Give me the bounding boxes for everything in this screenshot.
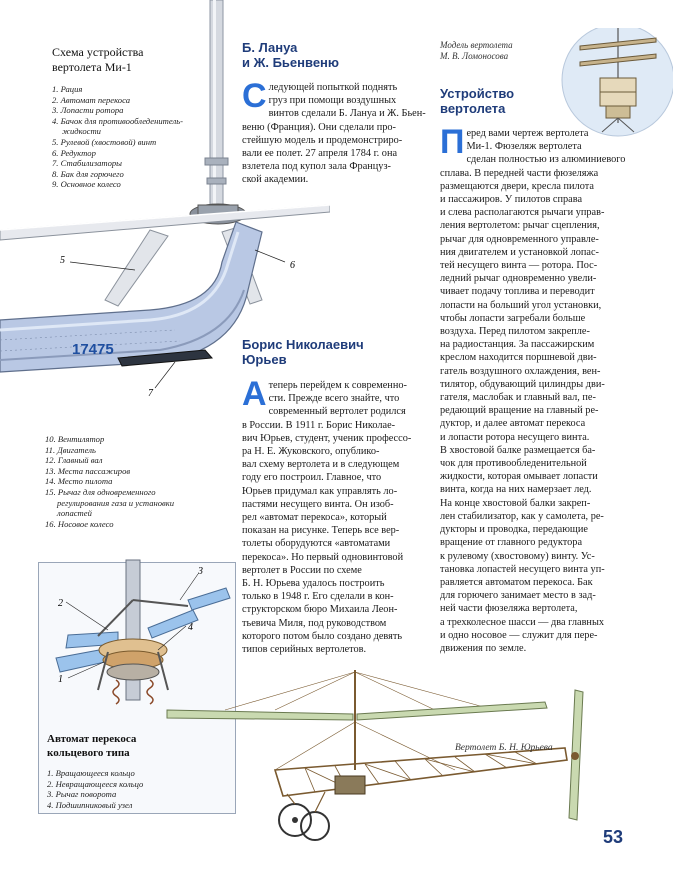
- legend-item: 14. Место пилота: [45, 476, 113, 487]
- legend-item: 2. Автомат перекоса: [52, 94, 130, 105]
- section-heading: Б. Лануа и Ж. Бьенвеню: [242, 40, 339, 70]
- legend-list: [52, 84, 222, 190]
- legend-item: 7. Стабилизаторы: [52, 158, 122, 169]
- legend-item: 13. Места пассажиров: [45, 465, 131, 476]
- dropcap: А: [242, 375, 267, 413]
- yuryev-helicopter-caption: Вертолет Б. Н. Юрьева: [455, 743, 553, 753]
- legend-title: Схема устройства вертолета Ми-1: [52, 45, 144, 74]
- page-number: 53: [603, 827, 624, 847]
- legend-item: 3. Рычаг поворота: [47, 789, 117, 800]
- legend-item: 4. Подшипниковый узел: [47, 799, 133, 810]
- legend-item: 15. Рычаг для одновременного: [45, 486, 156, 497]
- callout-6: 6: [290, 260, 295, 271]
- legend-item: 8. Бак для горючего: [52, 168, 124, 179]
- legend-item: 1. Вращающееся кольцо: [47, 768, 135, 778]
- section-device: [440, 86, 630, 655]
- legend-item: 5. Рулевой (хвостовой) винт: [52, 136, 157, 147]
- mi1-legend-top: [52, 45, 222, 190]
- legend-item: 4. Бачок для противообледенитель-: [52, 115, 183, 126]
- legend-item: лопастей: [57, 508, 92, 519]
- legend-item: жидкости: [62, 126, 101, 137]
- legend-item: 16. Носовое колесо: [45, 518, 114, 529]
- callout-7: 7: [148, 388, 153, 399]
- swash-callout-4: 4: [188, 622, 193, 633]
- section-body: А теперь перейдем к современно- сти. Прежде всего знайте, что современный вертолет родился в России. В 1911 г. Борис Николае- вич Юрьев, студент, ученик профессо- ра Н. Е. Жуковского, опублико- вал схему вертолета и в следующем году его построил. Главное, что Юрьев придумал как управлять ло- пастями несущего винта. Он изоб- рел «автомат перекоса», который показан на рисунке. Теперь все вер- толеты оборудуются «автоматами перекоса». Но первый одновинтовой вертолет в России по схеме Б. Н. Юрьева удалось построить только в 1948 г. Его сделали в кон- структорском бюро Михаила Леон- тьевича Миля, под руководством которого потом было создано девять типов серийных вертолетов.: [242, 375, 412, 656]
- legend-item: 3. Лопасти ротора: [52, 105, 124, 116]
- swash-callout-3: 3: [198, 566, 203, 577]
- lomonosov-caption: Модель вертолета М. В. Ломоносова: [440, 40, 513, 61]
- section-launoy: [242, 40, 428, 187]
- section-heading: Борис Николаевич Юрьев: [242, 337, 364, 367]
- legend-item: 1. Рация: [52, 84, 83, 94]
- legend-item: 10. Вентилятор: [45, 434, 105, 444]
- legend-item: 9. Основное колесо: [52, 179, 121, 190]
- legend-item: 2. Невращающееся кольцо: [47, 778, 144, 789]
- section-heading: Устройство вертолета: [440, 86, 515, 116]
- mi1-legend-bottom: [45, 434, 230, 529]
- legend-item: 6. Редуктор: [52, 147, 96, 158]
- yuryev-helicopter-illustration: [165, 670, 635, 860]
- dropcap: С: [242, 77, 267, 115]
- swash-callout-2: 2: [58, 598, 63, 609]
- legend-item: 12. Главный вал: [45, 455, 103, 466]
- dropcap: П: [440, 123, 465, 161]
- legend-item: регулирования газа и установки: [57, 497, 175, 508]
- section-body: П еред вами чертеж вертолета Ми-1. Фюзеляж вертолета сделан полностью из алюминиевого сплава. В передней части фюзеляжа размещаются двери, кресла пилота и пассажиров. У пилотов справа и слева располагаются рычаги управ- ления вертолетом: рычаг сцепления, рычаг для одновременного управле- ния двигателем и установкой лопас- тей несущего винта — ротора. Пос- ледний рычаг одновременно увели- чивает подачу топлива и переводит лопасти на больший угол установки, чтобы лопасти загребали больше воздуха. Перед пилотом закрепле- на радиостанция. За пассажирским креслом находится поршневой дви- гатель воздушного охлаждения, вен- тилятор, обдувающий цилиндры дви- гателя, маслобак и главный вал, пе- редающий вращение на главный ре- дуктор, и далее автомат перекоса и лопасти ротора несущего винта. В хвостовой балке размещается ба- чок для противообледенительной жидкости, которая омывает лопасти винта, когда на них намерзает лед. На конце хвостовой балки закреп- лен стабилизатор, как у самолета, ре- дукторы и проводка, передающие вращение от главного редуктора к рулевому (хвостовому) винту. Ус- тановка лопастей несущего винта уп- равляется автоматом перекоса. Бак для горючего занимает место в зад- ней части фюзеляжа вертолета, а трехколесное шасси — два главных и одно носовое — служит для пере- движения по земле.: [440, 123, 626, 654]
- swash-callout-1: 1: [58, 674, 63, 685]
- section-body: С ледующей попыткой поднять груз при помощи воздушных винтов сделали Б. Лануа и Ж. Бьен- веню (Франция). Они сделали про- стейшую модель и продемонстриро- вали ее полет. 27 апреля 1784 г. она взлетела под купол зала Француз- ской академии.: [242, 77, 426, 186]
- legend-item: 11. Двигатель: [45, 444, 96, 455]
- registration-number: 17475: [72, 341, 114, 358]
- swash-title: Автомат перекоса кольцевого типа: [47, 733, 137, 759]
- callout-5: 5: [60, 255, 65, 266]
- section-yuryev: [242, 337, 428, 656]
